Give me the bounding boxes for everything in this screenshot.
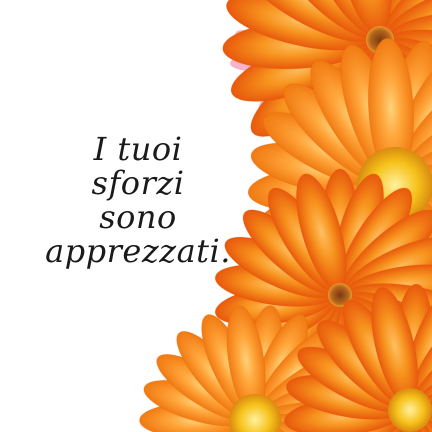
message-line-2: sforzi: [91, 164, 185, 202]
message-line-1: I tuoi: [93, 130, 183, 168]
message-line-3: sono: [99, 198, 177, 236]
greeting-message: [18, 132, 258, 268]
message-line-4: apprezzati.: [45, 232, 231, 270]
